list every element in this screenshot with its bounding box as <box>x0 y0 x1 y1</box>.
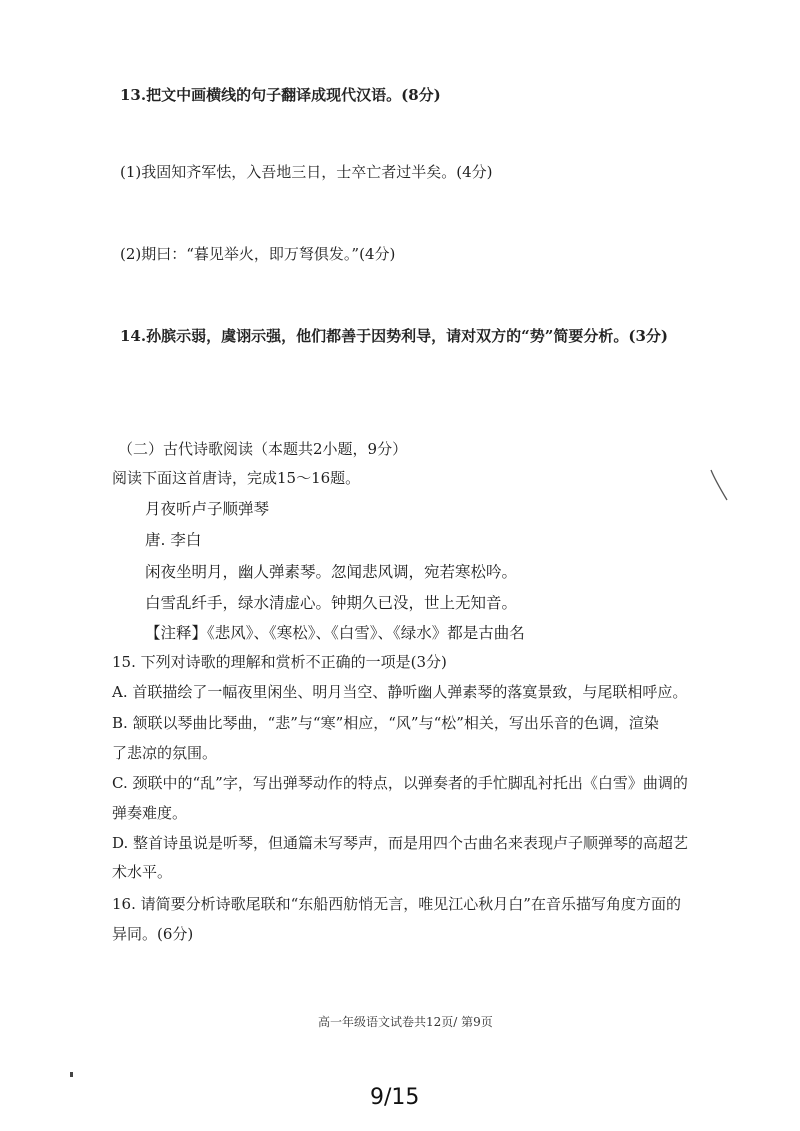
poem-line-1: 闲夜坐明月，幽人弹素琴。忽闻悲风调，宛若寒松吟。 <box>145 563 518 581</box>
question-15-option-d-cont: 术水平。 <box>112 863 173 881</box>
poem-note: 【注释】《悲风》、《寒松》、《白雪》、《绿水》都是古曲名 <box>145 624 525 642</box>
question-15-option-a: A. 首联描绘了一幅夜里闲坐、明月当空、静听幽人弹素琴的落寞景致，与尾联相呼应。 <box>112 683 688 701</box>
question-13-sentence-1: (1)我固知齐军怯，入吾地三日，士卒亡者过半矣。(4分) <box>120 163 493 181</box>
page-footer: 高一年级语文试卷共12页/ 第9页 <box>318 1015 493 1029</box>
question-15-option-b: B. 颔联以琴曲比琴曲，“悲”与“寒”相应，“风”与“松”相关，写出乐音的色调，渲染 <box>112 714 659 732</box>
question-13-sentence-2: (2)期曰：“暮见举火，即万弩俱发。”(4分) <box>120 245 396 263</box>
poem-author: 唐. 李白 <box>145 531 202 549</box>
question-15-option-c-cont: 弹奏难度。 <box>112 804 188 822</box>
question-16-line-1: 16. 请简要分析诗歌尾联和“东船西舫悄无言，唯见江心秋月白”在音乐描写角度方面的 <box>112 895 681 913</box>
question-15-stem: 15. 下列对诗歌的理解和赏析不正确的一项是(3分) <box>112 653 447 671</box>
question-15-option-c: C. 颈联中的“乱”字，写出弹琴动作的特点，以弹奏者的手忙脚乱衬托出《白雪》曲调的 <box>112 774 688 792</box>
poem-line-2: 白雪乱纤手，绿水清虚心。钟期久已没，世上无知音。 <box>145 594 518 612</box>
scan-artifact-dot <box>70 1072 73 1077</box>
poem-title: 月夜听卢子顺弹琴 <box>145 500 270 518</box>
question-15-option-d: D. 整首诗虽说是听琴，但通篇未写琴声，而是用四个古曲名来表现卢子顺弹琴的高超艺 <box>112 834 689 852</box>
question-15-option-b-cont: 了悲凉的氛围。 <box>112 744 218 762</box>
scan-artifact-mark <box>705 468 735 504</box>
question-14: 14.孙膑示弱，虞诩示强，他们都善于因势利导，请对双方的“势”简要分析。(3分) <box>120 327 668 345</box>
question-13-title: 13.把文中画横线的句子翻译成现代汉语。(8分) <box>120 86 441 104</box>
section-2-heading: （二）古代诗歌阅读（本题共2小题，9分） <box>118 440 408 458</box>
question-16-line-2: 异同。(6分) <box>112 925 194 943</box>
section-2-instruction: 阅读下面这首唐诗，完成15～16题。 <box>112 469 361 487</box>
page-indicator: 9/15 <box>370 1085 420 1110</box>
